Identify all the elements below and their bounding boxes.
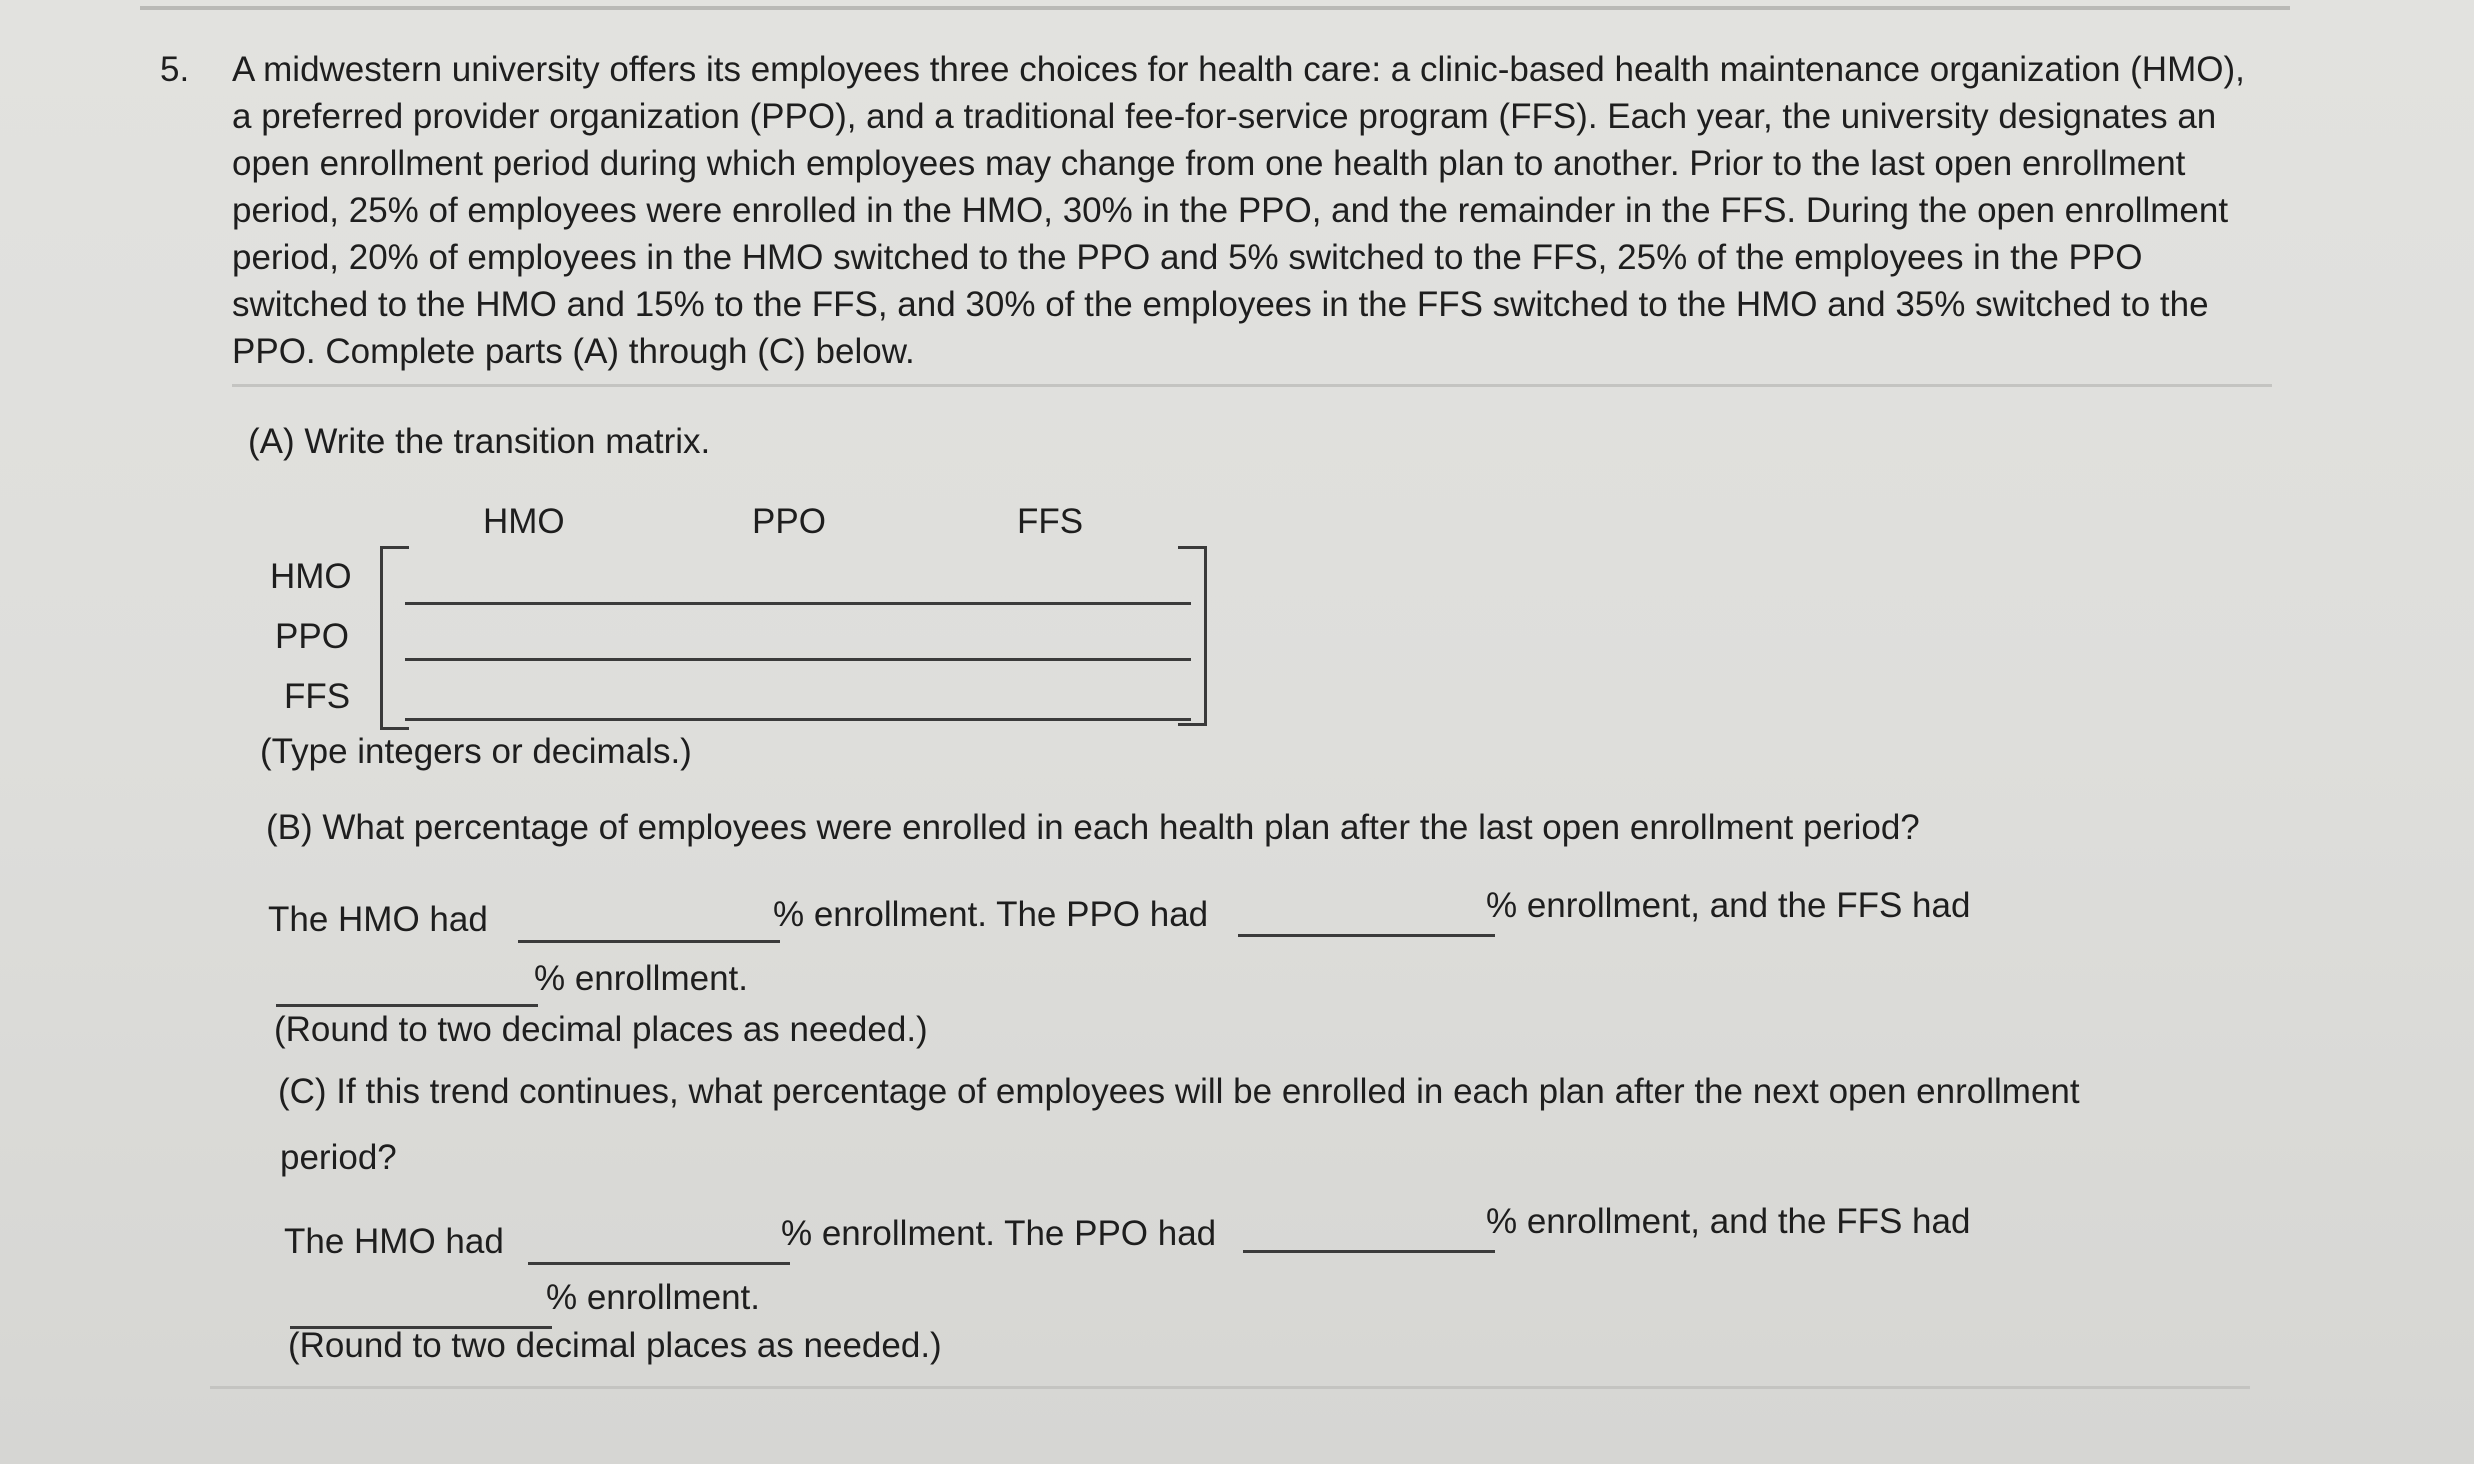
matrix-row-ffs: FFS — [284, 677, 351, 716]
question-number: 5. — [160, 50, 190, 89]
part-b-hint: (Round to two decimal places as needed.) — [274, 1010, 928, 1049]
part-b-prompt: (B) What percentage of employees were enrolled in each health plan after the last open enrollment period? — [266, 808, 1920, 847]
matrix-cell-ppo-ppo[interactable] — [666, 614, 930, 661]
question-divider — [232, 384, 2272, 387]
part-c-hint: (Round to two decimal places as needed.) — [288, 1326, 942, 1365]
matrix-cell-ffs-ppo[interactable] — [666, 674, 930, 721]
matrix-cell-hmo-ppo[interactable] — [666, 558, 930, 605]
part-b-suffix: % enrollment. — [534, 959, 748, 998]
matrix-cell-ffs-ffs[interactable] — [927, 674, 1191, 721]
part-a-hint: (Type integers or decimals.) — [260, 732, 692, 771]
matrix-cell-ppo-hmo[interactable] — [405, 614, 669, 661]
part-c-hmo-label: The HMO had — [284, 1222, 504, 1261]
part-c-ppo-input[interactable] — [1243, 1206, 1495, 1253]
bottom-divider — [210, 1386, 2250, 1389]
part-c-ppo-label: % enrollment. The PPO had — [781, 1214, 1217, 1253]
question-text: A midwestern university offers its employees three choices for health care: a clinic-based health maintenance organization (HMO), a preferred provider organization (PPO), and a traditional fee-for-service program (FFS). Each year, the university designates an open enrollment period during which employees may change from one health plan to another. Prior to the last open enrollment period, 25% of employees were enrolled in the HMO, 30% in the PPO, and the remainder in the FFS. During the open enrollment period, 20% of employees in the HMO switched to the PPO and 5% switched to the FFS, 25% of the employees in the PPO switched to the HMO and 15% to the FFS, and 30% of the employees in the FFS switched to the HMO and 35% switched to the PPO. Complete parts (A) through (C) below. — [232, 50, 2245, 371]
matrix-cell-hmo-ffs[interactable] — [927, 558, 1191, 605]
matrix-row-hmo: HMO — [270, 557, 352, 596]
part-b-hmo-input[interactable] — [518, 896, 780, 943]
matrix-col-ffs: FFS — [1017, 502, 1084, 541]
part-b-hmo-label: The HMO had — [268, 900, 488, 939]
matrix-cell-hmo-hmo[interactable] — [405, 558, 669, 605]
matrix-col-ppo: PPO — [752, 502, 826, 541]
matrix-cell-ppo-ffs[interactable] — [927, 614, 1191, 661]
part-b-ffs-input[interactable] — [276, 960, 538, 1007]
part-b-ppo-label: % enrollment. The PPO had — [773, 895, 1209, 934]
part-c-prompt-line1: (C) If this trend continues, what percentage of employees will be enrolled in each plan after the next open enrollment — [278, 1072, 2080, 1111]
matrix-cell-ffs-hmo[interactable] — [405, 674, 669, 721]
part-b-ppo-input[interactable] — [1238, 890, 1495, 937]
part-c-hmo-input[interactable] — [528, 1218, 790, 1265]
part-c-ffs-input[interactable] — [290, 1282, 552, 1329]
matrix-col-hmo: HMO — [483, 502, 565, 541]
matrix-row-ppo: PPO — [275, 617, 349, 656]
part-b-ffs-label: % enrollment, and the FFS had — [1486, 886, 1971, 925]
part-c-prompt-line2: period? — [280, 1138, 397, 1177]
part-c-ffs-label: % enrollment, and the FFS had — [1486, 1202, 1971, 1241]
part-c-suffix: % enrollment. — [546, 1278, 760, 1317]
top-divider — [140, 6, 2290, 10]
part-a-prompt: (A) Write the transition matrix. — [248, 422, 711, 461]
